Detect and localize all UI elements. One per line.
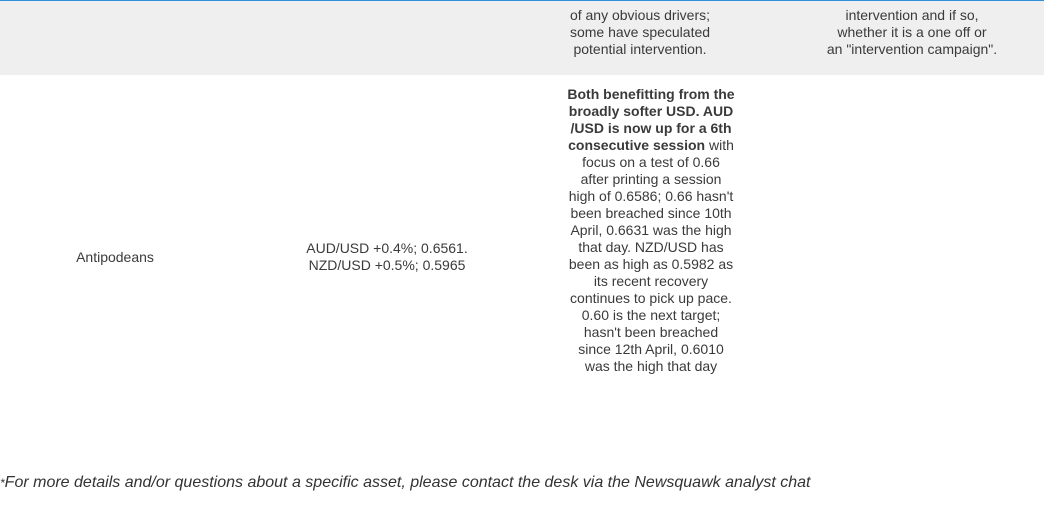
table-cell-asset: Antipodeans <box>76 249 154 265</box>
commentary-body: with focus on a test of 0.66 after printing a session high of 0.6586; 0.66 hasn't been breached since 10th April, 0.6631 was the high that day. NZD/USD has been as high as 0.5982 as its recent recovery continues to pick up pace. 0.60 is the next target; hasn't been breached since 12th April, 0.6010 was the high that day <box>568 137 734 374</box>
commentary-lead: Both benefitting from the broadly softer USD. AUD /USD is now up for a 6th consecutive session <box>567 86 735 153</box>
table-cell-outlook: intervention and if so, whether it is a one off or an "intervention campaign". <box>826 7 998 57</box>
table-cell-commentary: of any obvious drivers; some have speculated potential intervention. <box>569 7 711 57</box>
table-row <box>0 1 1044 75</box>
table-cell-commentary <box>535 86 767 375</box>
footnote-marker: * <box>0 476 5 490</box>
footnote <box>0 473 1044 493</box>
footnote-text: For more details and/or questions about a specific asset, please contact the desk via the Newsquawk analyst chat <box>4 474 811 491</box>
table-cell-moves: AUD/USD +0.4%; 0.6561. NZD/USD +0.5%; 0.5965 <box>306 240 468 273</box>
